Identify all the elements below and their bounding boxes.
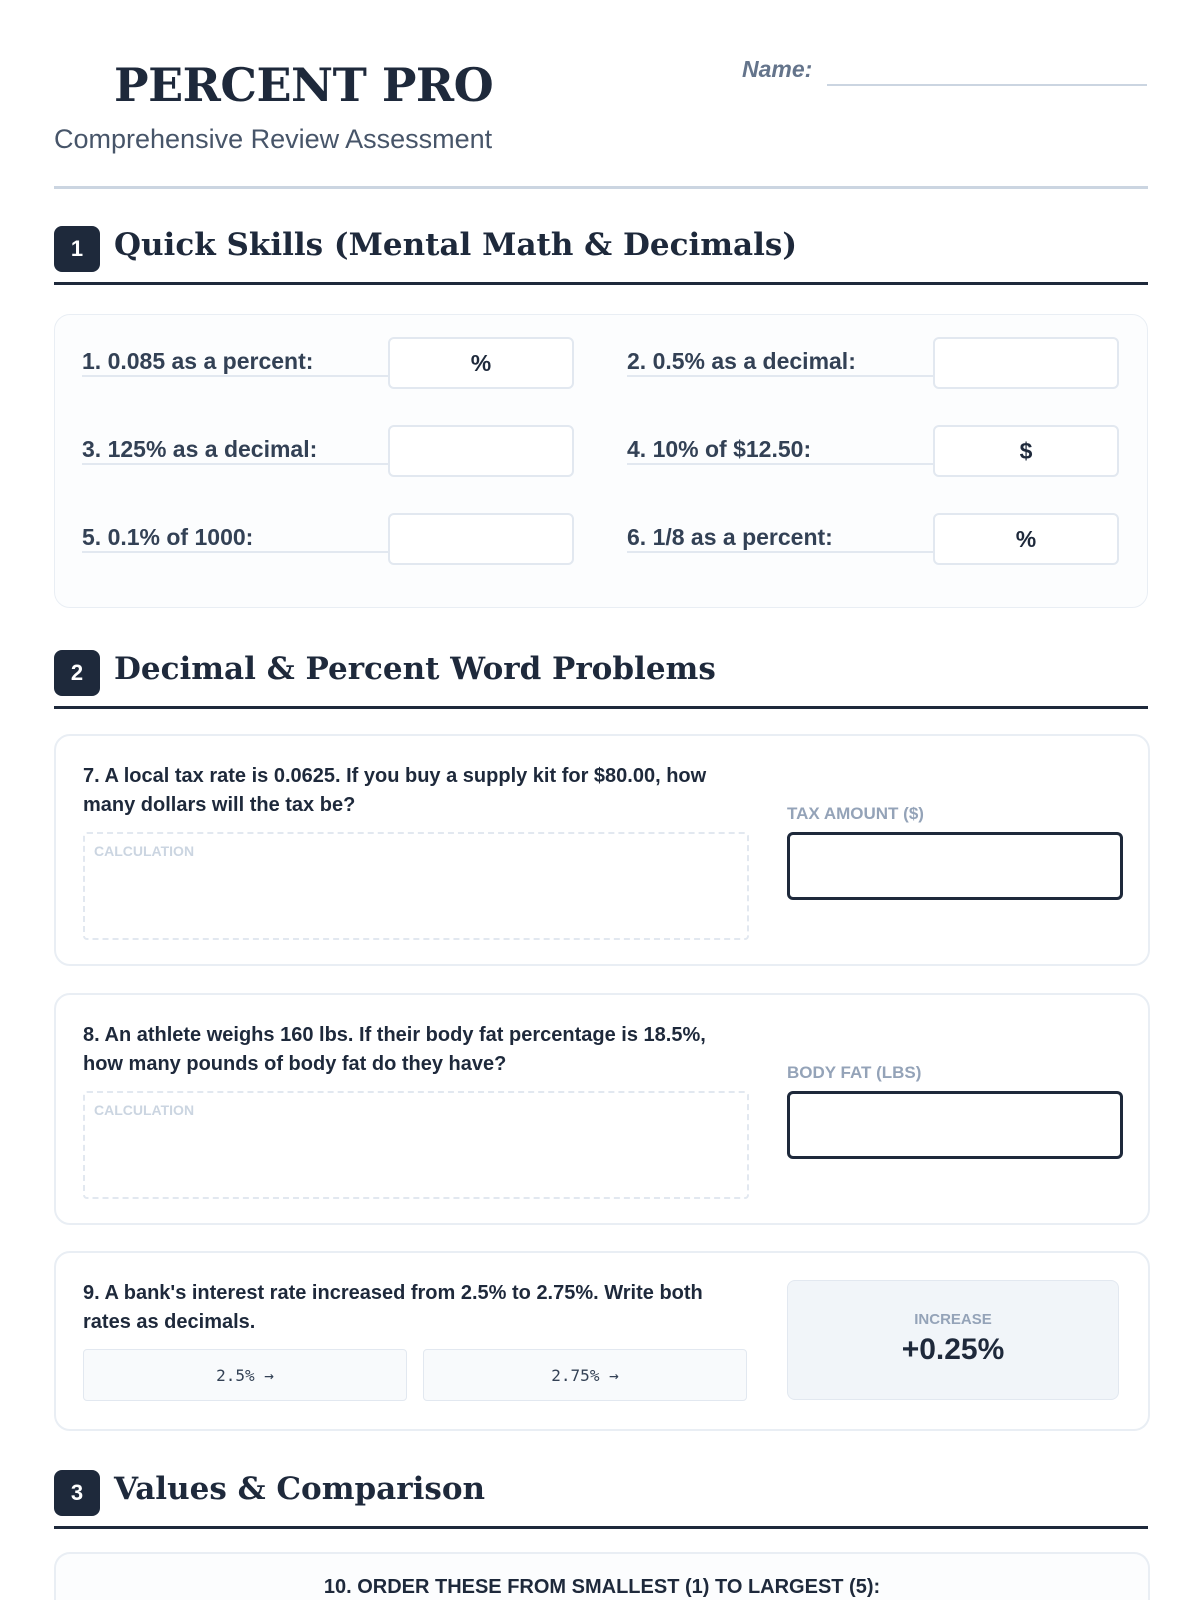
tax-amount-input[interactable] — [787, 832, 1123, 900]
section-2-heading — [54, 650, 1148, 709]
quick-skill-item — [82, 491, 574, 553]
increase-panel — [787, 1280, 1119, 1400]
quick-skill-question: 3. 125% as a decimal: — [82, 436, 318, 462]
body-fat-label: BODY FAT (LBS) — [787, 1063, 922, 1082]
quick-skill-item — [627, 491, 1119, 553]
section-title: Decimal & Percent Word Problems — [114, 651, 716, 687]
page-subtitle: Comprehensive Review Assessment — [54, 124, 493, 154]
body-fat-input[interactable] — [787, 1091, 1123, 1159]
increase-value: +0.25% — [901, 1333, 1005, 1366]
quick-skill-item — [82, 403, 574, 465]
problem-8-calculation-area[interactable] — [83, 1091, 749, 1199]
problem-9-text: 9. A bank's interest rate increased from 2.5% to 2.75%. Write both rates as decimals. — [83, 1282, 703, 1333]
name-field[interactable] — [827, 84, 1147, 86]
rate-from-conversion-box[interactable]: 2.5% → — [83, 1349, 407, 1401]
problem-8-text: 8. An athlete weighs 160 lbs. If their body fat percentage is 18.5%, how many pounds of body fat do they have? — [83, 1024, 706, 1075]
quick-skill-question: 2. 0.5% as a decimal: — [627, 348, 856, 374]
section-1-heading — [54, 226, 1148, 285]
section-3-heading — [54, 1470, 1148, 1529]
quick-skill-answer-box[interactable]: % — [388, 337, 574, 389]
quick-skill-question: 5. 0.1% of 1000: — [82, 524, 254, 550]
calculation-label: CALCULATION — [94, 843, 195, 859]
quick-skills-card — [54, 314, 1148, 608]
tax-amount-label: TAX AMOUNT ($) — [787, 804, 924, 823]
section-title: Values & Comparison — [114, 1471, 486, 1507]
quick-skill-item — [627, 403, 1119, 465]
quick-skill-answer-box[interactable]: % — [933, 513, 1119, 565]
rate-to-conversion-box[interactable]: 2.75% → — [423, 1349, 747, 1401]
quick-skill-answer-box[interactable] — [388, 425, 574, 477]
calculation-label: CALCULATION — [94, 1102, 195, 1118]
problem-8-card — [54, 993, 1150, 1225]
quick-skill-answer-box[interactable]: $ — [933, 425, 1119, 477]
increase-label: INCREASE — [914, 1311, 992, 1328]
problem-7-text: 7. A local tax rate is 0.0625. If you buy a supply kit for $80.00, how many dollars will the tax be? — [83, 765, 707, 816]
problem-9-card — [54, 1251, 1150, 1431]
section-number-badge: 2 — [54, 650, 100, 696]
problem-7-calculation-area[interactable] — [83, 832, 749, 940]
section-number-badge: 3 — [54, 1470, 100, 1516]
quick-skill-question: 1. 0.085 as a percent: — [82, 348, 314, 374]
section-title: Quick Skills (Mental Math & Decimals) — [114, 227, 797, 263]
name-label: Name: — [742, 56, 813, 82]
header-divider — [54, 186, 1148, 189]
ordering-instruction: 10. ORDER THESE FROM SMALLEST (1) TO LARGEST (5): — [323, 1576, 881, 1598]
quick-skill-question: 4. 10% of $12.50: — [627, 436, 812, 462]
quick-skill-item — [627, 315, 1119, 377]
section-number-badge: 1 — [54, 226, 100, 272]
quick-skill-answer-box[interactable] — [933, 337, 1119, 389]
quick-skill-question: 6. 1/8 as a percent: — [627, 524, 833, 550]
quick-skill-item — [82, 315, 574, 377]
problem-7-card — [54, 734, 1150, 966]
ordering-card — [54, 1552, 1150, 1600]
page-title: PERCENT PRO — [114, 58, 494, 112]
quick-skill-answer-box[interactable] — [388, 513, 574, 565]
